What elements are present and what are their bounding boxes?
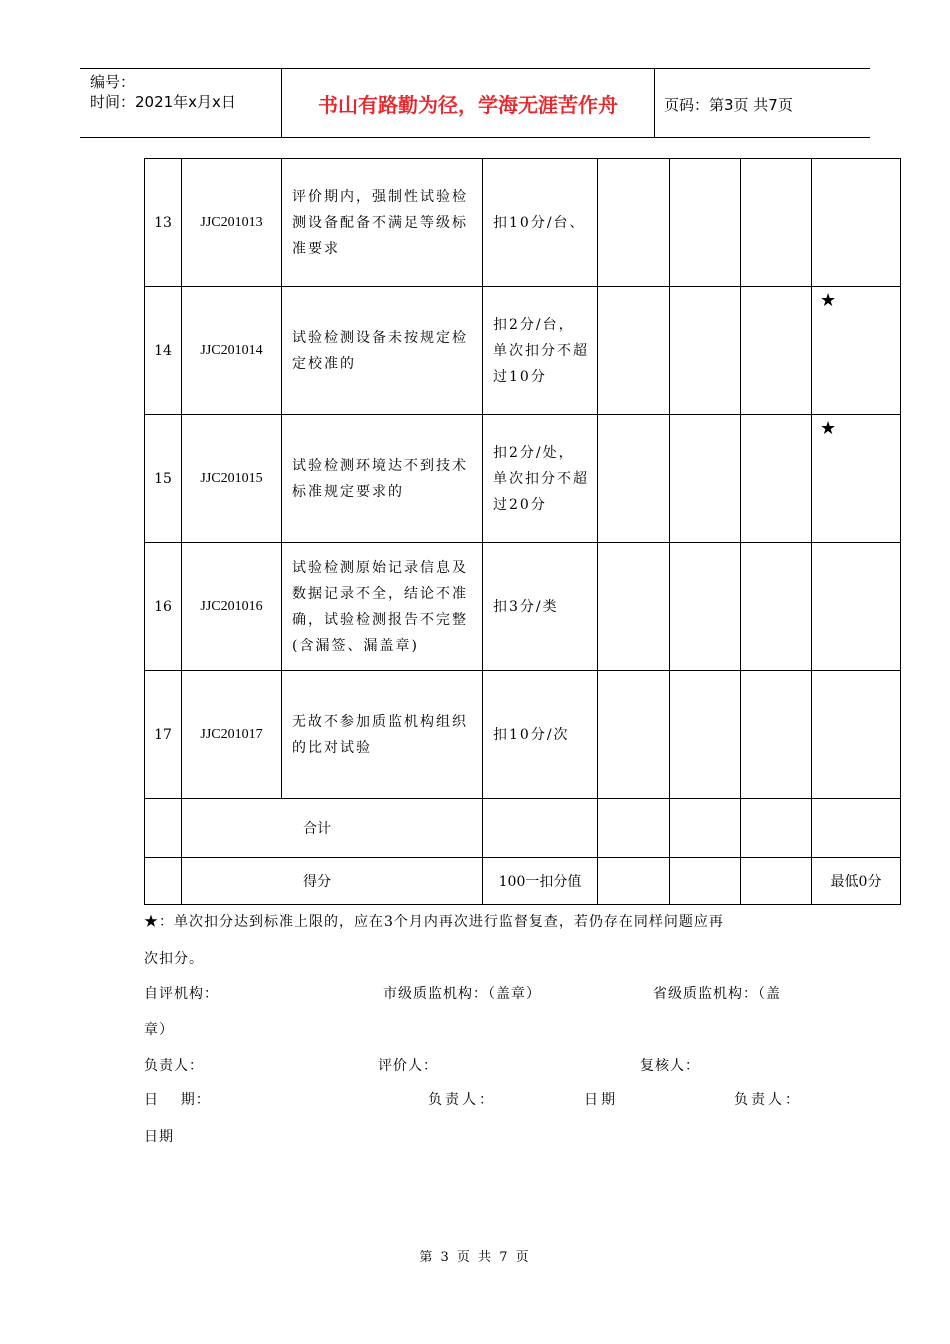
item-description: 无故不参加质监机构组织的比对试验	[282, 671, 483, 799]
item-code: JJC201016	[182, 543, 282, 671]
item-description: 试验检测环境达不到技术标准规定要求的	[282, 415, 483, 543]
document-date: 时间：2021年x月x日	[90, 93, 236, 111]
empty-cell	[741, 415, 812, 543]
empty-cell	[670, 671, 741, 799]
empty-cell	[670, 543, 741, 671]
page-footer: 第 3 页 共 7 页	[419, 1250, 531, 1265]
date-label: 日 期：	[144, 1092, 211, 1108]
empty-cell	[598, 415, 670, 543]
empty-cell	[145, 858, 182, 905]
deduction-rule: 扣3分/类	[483, 543, 598, 671]
reviewer-label: 复核人：	[640, 1058, 700, 1074]
row-number: 14	[145, 287, 182, 415]
empty-cell	[670, 415, 741, 543]
table-row	[145, 543, 901, 671]
remark-cell	[812, 415, 901, 543]
star-note-continued: 次扣分。	[144, 951, 204, 967]
evaluation-table	[144, 158, 901, 905]
empty-cell	[670, 799, 741, 858]
item-description: 试验检测设备未按规定检定校准的	[282, 287, 483, 415]
empty-cell	[670, 858, 741, 905]
remark-cell	[812, 287, 901, 415]
empty-cell	[598, 671, 670, 799]
total-label: 合计	[182, 799, 483, 858]
item-code: JJC201013	[182, 159, 282, 287]
empty-cell	[741, 287, 812, 415]
empty-cell	[741, 799, 812, 858]
empty-cell	[670, 287, 741, 415]
row-number: 13	[145, 159, 182, 287]
score-formula: 100一扣分值	[483, 858, 598, 905]
date-label: 日期	[584, 1092, 618, 1108]
star-note: ★：单次扣分达到标准上限的，应在3个月内再次进行监督复查，若仍存在同样问题应再	[144, 914, 724, 930]
row-number: 16	[145, 543, 182, 671]
header-meta	[90, 72, 236, 112]
score-label: 得分	[182, 858, 483, 905]
empty-cell	[598, 159, 670, 287]
star-icon: ★	[820, 290, 837, 311]
empty-cell	[598, 543, 670, 671]
total-row	[145, 799, 901, 858]
item-description: 评价期内，强制性试验检测设备配备不满足等级标准要求	[282, 159, 483, 287]
evaluator-label: 评价人：	[378, 1058, 438, 1074]
self-eval-org-label: 自评机构：	[144, 986, 219, 1002]
remark-cell	[812, 159, 901, 287]
empty-cell	[483, 799, 598, 858]
item-code: JJC201015	[182, 415, 282, 543]
star-icon: ★	[820, 418, 837, 439]
empty-cell	[741, 159, 812, 287]
document-number-label: 编号：	[90, 73, 136, 91]
page-header	[80, 68, 870, 138]
responsible-person-label: 负责人：	[734, 1092, 802, 1108]
minimum-score-note: 最低0分	[812, 858, 901, 905]
deduction-rule: 扣10分/台、	[483, 159, 598, 287]
empty-cell	[741, 858, 812, 905]
table-row	[145, 287, 901, 415]
responsible-person-label: 负责人：	[144, 1058, 204, 1074]
deduction-rule: 扣2分/处，单次扣分不超过20分	[483, 415, 598, 543]
province-org-label-cont: 章）	[144, 1022, 174, 1038]
responsible-person-label: 负责人：	[428, 1092, 496, 1108]
header-page-info: 页码：第3页 共7页	[664, 96, 793, 114]
empty-cell	[741, 543, 812, 671]
header-divider	[654, 69, 655, 137]
table-row	[145, 671, 901, 799]
remark-cell	[812, 671, 901, 799]
empty-cell	[598, 287, 670, 415]
city-org-label: 市级质监机构：（盖章）	[383, 986, 541, 1002]
empty-cell	[670, 159, 741, 287]
empty-cell	[598, 799, 670, 858]
row-number: 15	[145, 415, 182, 543]
empty-cell	[741, 671, 812, 799]
table-row	[145, 415, 901, 543]
empty-cell	[145, 799, 182, 858]
item-code: JJC201014	[182, 287, 282, 415]
deduction-rule: 扣10分/次	[483, 671, 598, 799]
remark-cell	[812, 543, 901, 671]
empty-cell	[812, 799, 901, 858]
score-row	[145, 858, 901, 905]
deduction-rule: 扣2分/台，单次扣分不超过10分	[483, 287, 598, 415]
item-description: 试验检测原始记录信息及数据记录不全，结论不准确，试验检测报告不完整(含漏签、漏盖章)	[282, 543, 483, 671]
header-motto: 书山有路勤为径，学海无涯苦作舟	[318, 92, 618, 117]
province-org-label: 省级质监机构：（盖	[653, 986, 781, 1002]
item-code: JJC201017	[182, 671, 282, 799]
table-row	[145, 159, 901, 287]
date-label: 日期	[144, 1129, 174, 1145]
row-number: 17	[145, 671, 182, 799]
empty-cell	[598, 858, 670, 905]
